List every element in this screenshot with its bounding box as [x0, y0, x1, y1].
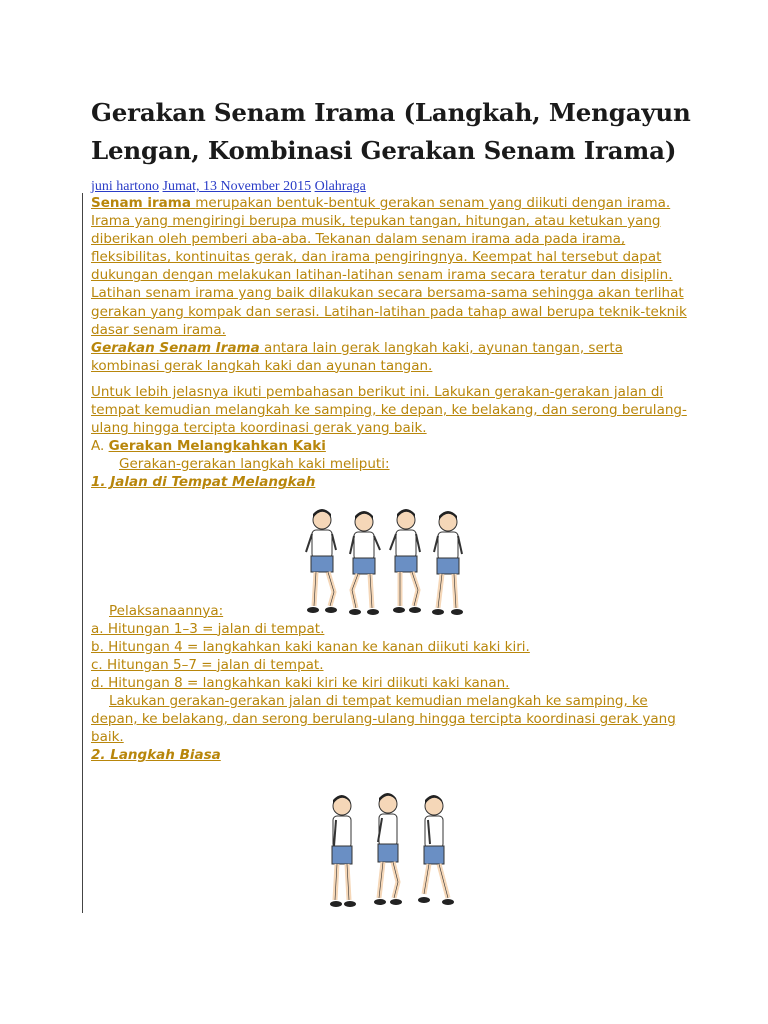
intro-paragraph: [91, 194, 691, 339]
second-paragraph: [91, 339, 691, 375]
boy-1: [306, 509, 337, 613]
second-text: antara lain gerak langkah kaki, ayunan tangan, serta kombinasi gerak langkah kaki dan ayunan tangan.: [91, 339, 623, 374]
step-d: d. Hitungan 8 = langkahkan kaki kiri ke kiri diikuti kaki kanan.: [91, 674, 510, 691]
walking-figure: [322, 790, 462, 912]
intro-text: merupakan bentuk-bentuk gerakan senam yang diikuti dengan irama. Irama yang mengiringi berupa musik, tepukan tangan, hitungan, atau ketukan yang diberikan oleh pemberi aba-aba. Tekanan dalam senam irama ada pada irama, fleksibilitas, kontinuitas gerak, dan irama pengiringnya. Keempat hal tersebut dapat dukungan dengan melakukan latihan-latihan senam irama secara teratur dan disiplin. Latihan senam irama yang baik dilakukan secara bersama-sama sehingga akan terlihat gerakan yang kompak dan serasi. Latihan-latihan pada tahap awal berupa teknik-teknik dasar senam irama.: [91, 195, 687, 338]
boy-4: [432, 511, 463, 615]
third-paragraph: Untuk lebih jelasnya ikuti pembahasan berikut ini. Lakukan gerakan-gerakan jalan di tempat kemudian melangkah ke samping, ke depan, ke belakang, dan serong berulang-ulang hingga tercipta koordinasi gerak yang baik.: [91, 383, 687, 437]
sub1-closing: [91, 692, 691, 746]
quote-bar: [82, 193, 83, 913]
section-a-intro: Gerakan-gerakan langkah kaki meliputi:: [119, 456, 390, 473]
intro-term: Senam irama: [91, 195, 191, 211]
author-link[interactable]: juni hartono: [91, 179, 160, 194]
boy-2: [349, 511, 380, 615]
walker-2: [374, 793, 402, 905]
article-meta: [91, 179, 366, 195]
step-c: c. Hitungan 5–7 = jalan di tempat.: [91, 656, 324, 673]
sub1-closing-text: Lakukan gerakan-gerakan jalan di tempat kemudian melangkah ke samping, ke depan, ke belakang, dan serong berulang-ulang hingga tercipta koordinasi gerak yang baik.: [91, 692, 676, 746]
category-link[interactable]: Olahraga: [314, 179, 366, 194]
pelaksanaan-label: Pelaksanaannya:: [109, 602, 224, 619]
walker-3: [418, 795, 454, 905]
sub2-title: 2. Langkah Biasa: [91, 747, 221, 764]
marching-figure: [300, 506, 470, 624]
post-date: Jumat, 13 November 2015: [162, 179, 312, 194]
second-term: Gerakan Senam Irama: [91, 339, 260, 356]
section-a-title: Gerakan Melangkahkan Kaki: [108, 438, 326, 455]
boy-3: [390, 509, 421, 613]
section-a-heading: [91, 437, 691, 455]
sub1-title: 1. Jalan di Tempat Melangkah: [91, 474, 316, 491]
article-body: [91, 194, 691, 764]
walker-1: [330, 795, 356, 907]
article-title: Gerakan Senam Irama (Langkah, Mengayun Lengan, Kombinasi Gerakan Senam Irama): [91, 98, 691, 165]
section-a-prefix: A.: [91, 438, 105, 455]
step-a: a. Hitungan 1–3 = jalan di tempat.: [91, 620, 325, 637]
step-b: b. Hitungan 4 = langkahkan kaki kanan ke kanan diikuti kaki kiri.: [91, 638, 530, 655]
